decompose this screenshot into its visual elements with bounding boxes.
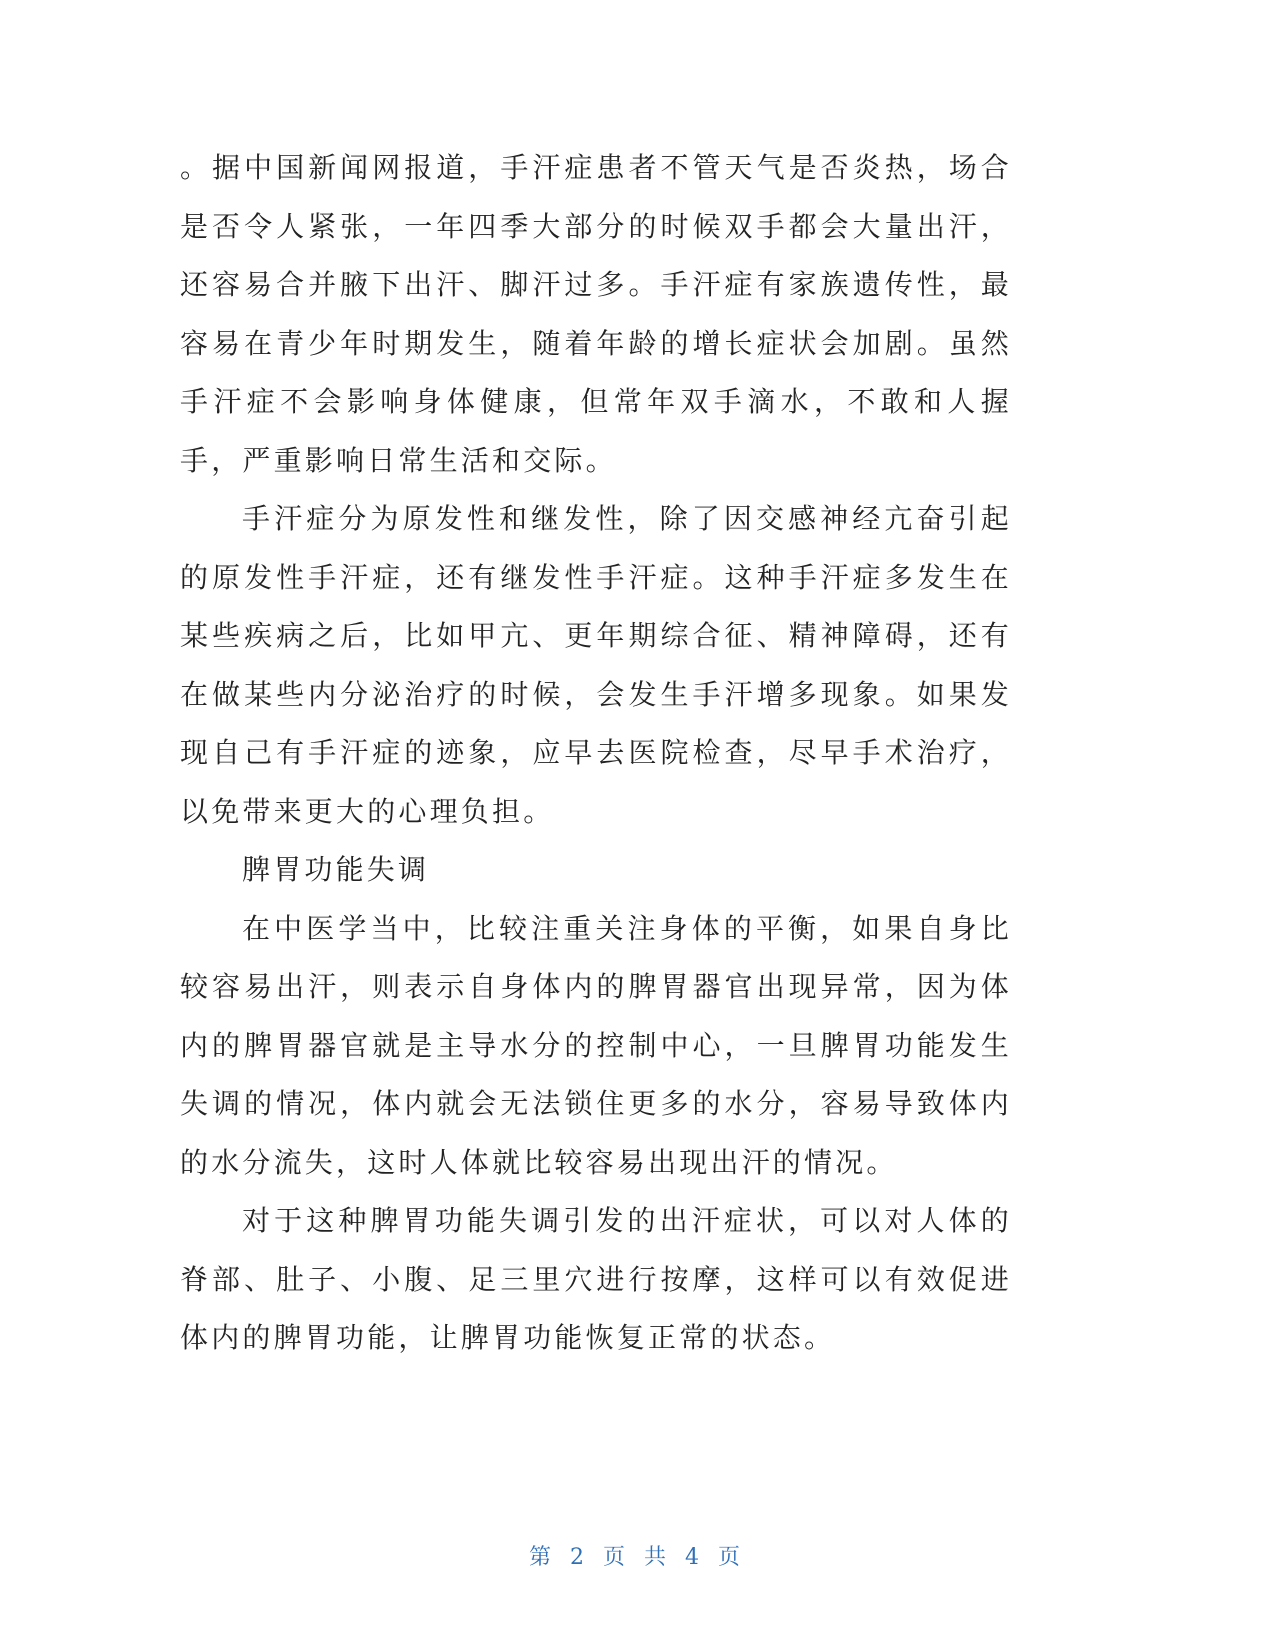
paragraph-1: 。据中国新闻网报道，手汗症患者不管天气是否炎热，场合是否令人紧张，一年四季大部分的时候双手都会大量出汗，还容易合并腋下出汗、脚汗过多。手汗症有家族遗传性，最容易在青少年时期发生，随着年龄的增长症状会加剧。虽然手汗症不会影响身体健康，但常年双手滴水，不敢和人握手，严重影响日常生活和交际。 — [180, 151, 1012, 477]
paragraph-2: 手汗症分为原发性和继发性，除了因交感神经亢奋引起的原发性手汗症，还有继发性手汗症。这种手汗症多发生在某些疾病之后，比如甲亢、更年期综合征、精神障碍，还有在做某些内分泌治疗的时候，会发生手汗增多现象。如果发现自己有手汗症的迹象，应早去医院检查，尽早手术治疗，以免带来更大的心理负担。 — [180, 502, 1012, 828]
paragraph-4: 对于这种脾胃功能失调引发的出汗症状，可以对人体的脊部、肚子、小腹、足三里穴进行按摩，这样可以有效促进体内的脾胃功能，让脾胃功能恢复正常的状态。 — [180, 1204, 1012, 1354]
document-body — [180, 139, 1012, 1368]
section-heading: 脾胃功能失调 — [242, 853, 430, 886]
page-number-footer: 第 2 页 共 4 页 — [529, 1545, 746, 1570]
paragraph-3: 在中医学当中，比较注重关注身体的平衡，如果自身比较容易出汗，则表示自身体内的脾胃器官出现异常，因为体内的脾胃器官就是主导水分的控制中心，一旦脾胃功能发生失调的情况，体内就会无法锁住更多的水分，容易导致体内的水分流失，这时人体就比较容易出现出汗的情况。 — [180, 911, 1012, 1179]
